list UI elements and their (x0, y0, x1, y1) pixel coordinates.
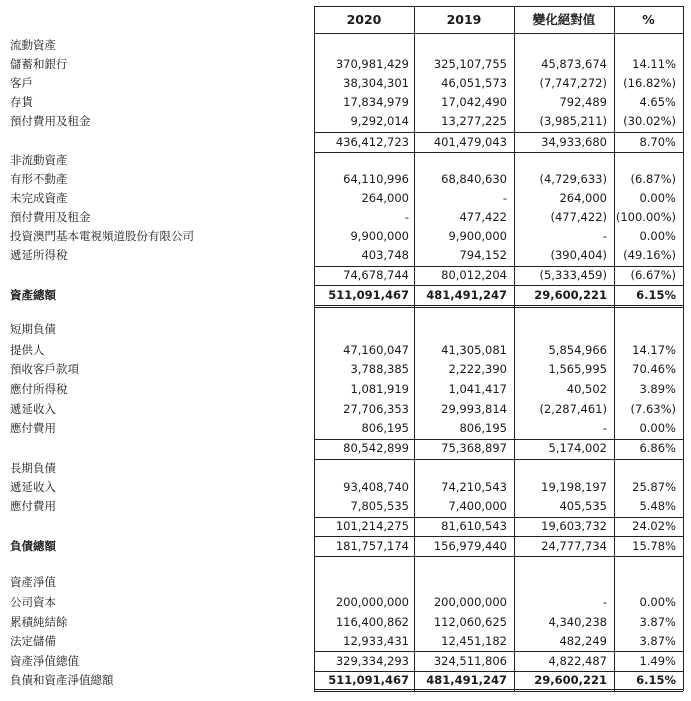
table-row (0, 478, 691, 497)
value-change: - (602, 421, 607, 435)
value-change: 792,489 (559, 95, 607, 109)
section-title (0, 151, 691, 170)
row-label: 提供人 (10, 343, 45, 357)
value-2019: 477,422 (459, 210, 507, 224)
value-2020: 93,408,740 (343, 480, 409, 494)
value-2019: 75,368,897 (441, 441, 507, 455)
value-2020: 1,081,919 (350, 382, 409, 396)
value-change: 264,000 (559, 191, 607, 205)
table-row (0, 341, 691, 360)
header-row (0, 10, 691, 29)
value-pct: 1.49% (639, 654, 676, 668)
row-label: 客戶 (10, 76, 33, 90)
value-pct: 4.65% (639, 95, 676, 109)
table-row (0, 400, 691, 419)
value-2019: 200,000,000 (433, 595, 507, 609)
row-label: 遞延所得稅 (10, 248, 68, 262)
value-2020: 64,110,996 (343, 172, 409, 186)
value-2019: 41,305,081 (441, 343, 507, 357)
header-top-rule (314, 6, 683, 7)
row-label: 應付費用 (10, 421, 56, 435)
value-2020: 200,000,000 (335, 595, 409, 609)
grand-total-row (0, 671, 691, 690)
row-label: 資產淨值總值 (10, 654, 79, 668)
value-change: 1,565,995 (548, 362, 607, 376)
value-2019: 46,051,573 (441, 76, 507, 90)
row-label: 公司資本 (10, 595, 56, 609)
value-pct: 25.87% (632, 480, 676, 494)
section-title (0, 36, 691, 55)
value-2019: 806,195 (459, 421, 507, 435)
value-pct: 0.00% (639, 191, 676, 205)
row-label: 資產總額 (10, 288, 56, 302)
value-change: 405,535 (559, 499, 607, 513)
table-row (0, 593, 691, 612)
row-label: 有形不動產 (10, 172, 68, 186)
value-pct: 3.87% (639, 634, 676, 648)
value-pct: 0.00% (639, 229, 676, 243)
value-2019: 324,511,806 (433, 654, 507, 668)
value-2019: 401,479,043 (433, 135, 507, 149)
value-2019: 74,210,543 (441, 480, 507, 494)
value-change: - (602, 229, 607, 243)
value-2019: 68,840,630 (441, 172, 507, 186)
value-pct: 6.15% (636, 673, 676, 687)
value-2020: 80,542,899 (343, 441, 409, 455)
value-change: 482,249 (559, 634, 607, 648)
value-2020: 806,195 (361, 421, 409, 435)
value-pct: 14.17% (632, 343, 676, 357)
table-row (0, 360, 691, 379)
row-label: 預收客戶款項 (10, 362, 79, 376)
value-change: 5,174,002 (548, 441, 607, 455)
value-2020: 436,412,723 (335, 135, 409, 149)
value-2020: - (404, 210, 409, 224)
value-change: 29,600,221 (534, 288, 607, 302)
value-2020: 3,788,385 (350, 362, 409, 376)
value-2020: 12,933,431 (343, 634, 409, 648)
row-label: 存貨 (10, 95, 33, 109)
table-row (0, 93, 691, 112)
value-pct: 15.78% (632, 539, 676, 553)
section-label: 長期負債 (10, 461, 56, 475)
section-label: 流動資產 (10, 38, 56, 52)
value-pct: 0.00% (639, 421, 676, 435)
section-label: 資產淨值 (10, 575, 56, 589)
value-2019: 7,400,000 (448, 499, 507, 513)
section-title (0, 573, 691, 592)
value-2019: 1,041,417 (448, 382, 507, 396)
value-2020: 264,000 (361, 191, 409, 205)
value-change: (477,422) (550, 210, 607, 224)
value-2019: 81,610,543 (441, 519, 507, 533)
table-row (0, 189, 691, 208)
row-label: 預付費用及租金 (10, 114, 91, 128)
table-row (0, 632, 691, 651)
subtotal-row (0, 439, 691, 458)
value-pct: (30.02%) (623, 114, 676, 128)
value-pct: 70.46% (632, 362, 676, 376)
value-change: (390,404) (550, 248, 607, 262)
value-2020: 403,748 (361, 248, 409, 262)
value-pct: 14.11% (632, 57, 676, 71)
value-2019: 17,042,490 (441, 95, 507, 109)
col-header-change: 變化絕對值 (532, 12, 596, 27)
value-pct: 6.86% (639, 441, 676, 455)
value-change: 19,603,732 (541, 519, 607, 533)
value-pct: (7.63%) (630, 402, 676, 416)
row-label: 遞延收入 (10, 480, 56, 494)
row-label: 遞延收入 (10, 402, 56, 416)
value-2019: 2,222,390 (448, 362, 507, 376)
value-change: 4,822,487 (548, 654, 607, 668)
value-2020: 38,304,301 (343, 76, 409, 90)
value-2020: 116,400,862 (335, 615, 409, 629)
section-label: 短期負債 (10, 322, 56, 336)
table-row (0, 170, 691, 189)
row-label: 負債總額 (10, 539, 56, 553)
value-change: (5,333,459) (539, 268, 607, 282)
col-header-pct: % (642, 12, 655, 27)
value-pct: (100.00%) (615, 210, 676, 224)
section-title (0, 320, 691, 339)
table-row (0, 497, 691, 516)
table-row (0, 208, 691, 227)
value-2019: 325,107,755 (433, 57, 507, 71)
value-pct: (6.87%) (630, 172, 676, 186)
table-row (0, 74, 691, 93)
row-label: 應付所得稅 (10, 382, 68, 396)
value-2020: 27,706,353 (343, 402, 409, 416)
total-row (0, 537, 691, 556)
value-2019: 481,491,247 (426, 673, 507, 687)
table-row (0, 613, 691, 632)
section-label: 非流動資產 (10, 153, 68, 167)
value-change: 45,873,674 (541, 57, 607, 71)
value-change: 19,198,197 (541, 480, 607, 494)
table-row (0, 419, 691, 438)
value-2020: 17,834,979 (343, 95, 409, 109)
value-change: 40,502 (566, 382, 607, 396)
value-2020: 370,981,429 (335, 57, 409, 71)
value-2020: 74,678,744 (343, 268, 409, 282)
value-2020: 329,334,293 (335, 654, 409, 668)
value-2020: 7,805,535 (350, 499, 409, 513)
total-row (0, 286, 691, 305)
value-2019: 481,491,247 (426, 288, 507, 302)
value-pct: 6.15% (636, 288, 676, 302)
header-bottom-rule (314, 33, 683, 34)
table-row (0, 246, 691, 265)
value-change: 34,933,680 (541, 135, 607, 149)
row-label: 負債和資產淨值總額 (10, 673, 114, 687)
value-change: (7,747,272) (539, 76, 607, 90)
value-2019: 29,993,814 (441, 402, 507, 416)
section-title (0, 459, 691, 478)
row-label: 預付費用及租金 (10, 210, 91, 224)
value-2019: 80,012,204 (441, 268, 507, 282)
double-underline (314, 305, 683, 308)
row-label: 投資澳門基本電視頻道股份有限公司 (10, 229, 194, 243)
row-label: 應付費用 (10, 499, 56, 513)
value-2019: 13,277,225 (441, 114, 507, 128)
value-2019: 112,060,625 (433, 615, 507, 629)
value-change: 4,340,238 (548, 615, 607, 629)
value-change: - (602, 595, 607, 609)
value-2020: 181,757,174 (335, 539, 409, 553)
value-change: 5,854,966 (548, 343, 607, 357)
row-label: 累積純結餘 (10, 615, 68, 629)
value-pct: 3.89% (639, 382, 676, 396)
value-pct: (6.67%) (630, 268, 676, 282)
value-2019: 12,451,182 (441, 634, 507, 648)
value-2020: 9,900,000 (350, 229, 409, 243)
table-row (0, 55, 691, 74)
value-change: (3,985,211) (539, 114, 607, 128)
subtotal-rule (314, 556, 683, 557)
table-row (0, 380, 691, 399)
subtotal-row (0, 133, 691, 152)
value-pct: (49.16%) (623, 248, 676, 262)
row-label: 未完成資產 (10, 191, 68, 205)
value-pct: 8.70% (639, 135, 676, 149)
table-row (0, 112, 691, 131)
value-change: (2,287,461) (539, 402, 607, 416)
value-2020: 101,214,275 (335, 519, 409, 533)
row-label: 法定儲備 (10, 634, 56, 648)
subtotal-row (0, 266, 691, 285)
value-pct: 5.48% (639, 499, 676, 513)
value-change: 29,600,221 (534, 673, 607, 687)
value-2020: 47,160,047 (343, 343, 409, 357)
value-change: 24,777,734 (541, 539, 607, 553)
value-2019: - (502, 191, 507, 205)
value-2020: 9,292,014 (350, 114, 409, 128)
table-row (0, 227, 691, 246)
col-header-2019: 2019 (446, 12, 482, 27)
value-pct: 3.87% (639, 615, 676, 629)
value-2020: 511,091,467 (328, 288, 409, 302)
value-pct: 0.00% (639, 595, 676, 609)
value-2019: 9,900,000 (448, 229, 507, 243)
value-change: (4,729,633) (539, 172, 607, 186)
col-header-2020: 2020 (346, 12, 382, 27)
value-2019: 156,979,440 (433, 539, 507, 553)
double-underline (314, 689, 683, 692)
subtotal-row (0, 652, 691, 671)
value-pct: (16.82%) (623, 76, 676, 90)
row-label: 儲蓄和銀行 (10, 57, 68, 71)
value-2019: 794,152 (459, 248, 507, 262)
subtotal-row (0, 517, 691, 536)
value-pct: 24.02% (632, 519, 676, 533)
value-2020: 511,091,467 (328, 673, 409, 687)
